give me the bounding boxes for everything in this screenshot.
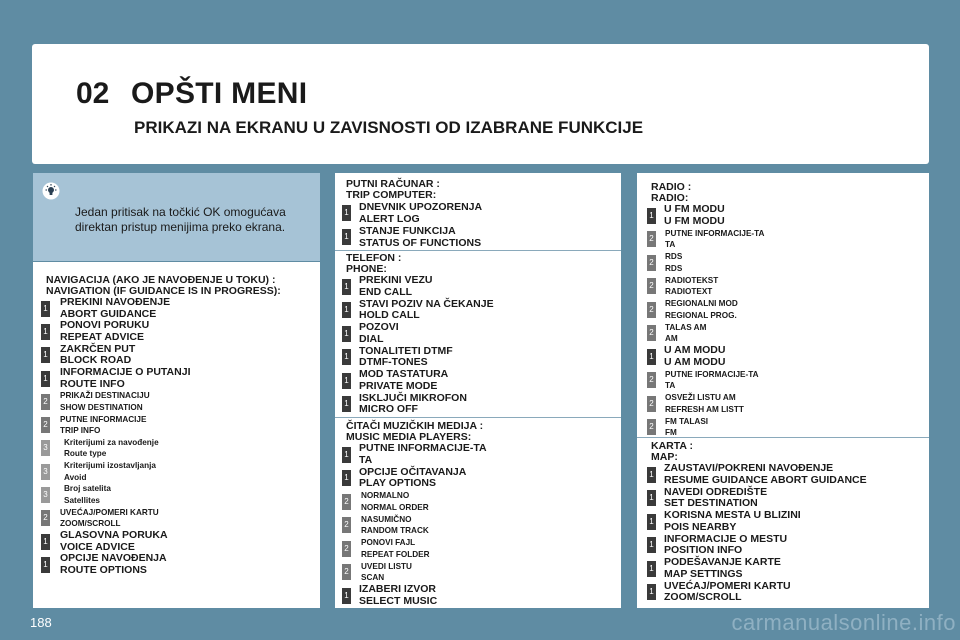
menu-item-label [664,204,725,228]
navigation-menu-item[interactable] [33,367,320,391]
navigation-menu-item[interactable] [33,390,320,414]
trip_computer-heading [346,179,440,201]
level-badge: 2 [342,541,351,557]
navigation-menu-item[interactable] [33,553,320,577]
radio-menu-item[interactable] [637,322,929,346]
menu-item-line: GLASOVNA PORUKA [60,529,168,541]
menu-item-label [60,553,167,576]
radio-menu-item[interactable] [637,204,929,228]
level-badge: 1 [41,347,50,363]
navigation-heading-line: NAVIGACIJA (AKO JE NAVOĐENJE U TOKU) : [46,274,276,286]
radio-menu-item[interactable] [637,251,929,275]
level-badge: 3 [41,464,50,480]
map-menu-item[interactable] [637,534,929,558]
menu-item-line: NAVEDI ODREDIŠTE [664,485,768,498]
menu-item-line: PUTNE INFORMACIJE [60,414,147,424]
level-badge: 1 [647,490,656,506]
menu-item-label [361,514,429,538]
music-menu-item[interactable] [335,561,621,585]
menu-item-label [359,322,399,346]
level-badge: 1 [342,373,351,389]
music-menu-item[interactable] [335,537,621,561]
navigation-menu-item[interactable] [33,507,320,531]
menu-item-line: POSITION INFO [664,544,743,557]
menu-item-line: REGIONALNI MOD [665,299,738,308]
section-divider [335,250,621,251]
menu-item-label [60,414,146,437]
navigation-menu-item[interactable] [33,344,320,368]
menu-item-line: PLAY OPTIONS [359,477,437,490]
phone-menu-item[interactable] [335,299,621,323]
radio-map-panel [637,173,929,608]
level-badge: 1 [41,371,50,387]
menu-item-line: SET DESTINATION [664,497,758,510]
navigation-heading [46,275,281,297]
tip-box [33,173,320,261]
radio-heading-line: RADIO : [651,181,692,193]
menu-item-label [60,344,135,367]
navigation-heading-line: NAVIGATION (IF GUIDANCE IS IN PROGRESS): [46,285,281,297]
trip_computer-menu-item[interactable] [335,225,621,249]
menu-item-label [361,561,412,585]
trip_computer-heading-line: PUTNI RAČUNAR : [346,178,440,190]
menu-item-line: PONOVI PORUKU [60,319,150,332]
menu-item-label [664,510,801,534]
menu-item-line: ABORT GUIDANCE [60,307,157,320]
level-badge: 1 [342,447,351,463]
menu-item-line: INFORMACIJE O MESTU [664,532,788,545]
level-badge: 2 [342,564,351,580]
level-badge: 1 [647,584,656,600]
menu-item-label [60,390,150,413]
menu-item-label [664,581,791,605]
level-badge: 2 [647,325,656,341]
menu-item-label [359,443,487,467]
menu-item-line: END CALL [359,285,413,298]
menu-item-label [664,463,867,487]
level-badge: 2 [41,417,50,433]
level-badge: 1 [342,302,351,318]
menu-item-line: TALAS AM [665,322,707,332]
menu-item-line: STANJE FUNKCIJA [359,225,456,237]
menu-item-line: ALERT LOG [359,213,420,225]
menu-item-line: TA [665,240,676,250]
menu-item-line: RESUME GUIDANCE ABORT GUIDANCE [664,473,867,486]
phone-heading [346,253,401,275]
phone-heading-line: TELEFON : [346,252,402,264]
radio-menu-item[interactable] [637,298,929,322]
music-heading [346,421,483,443]
menu-item-label [361,537,430,561]
phone-menu-item[interactable] [335,369,621,393]
menu-item-line: Kriterijumi izostavljanja [64,461,156,471]
menu-item-line: PREKINI VEZU [359,274,433,286]
level-badge: 1 [342,349,351,365]
phone-menu-item[interactable] [335,275,621,299]
menu-item-line: REPEAT ADVICE [60,330,145,343]
level-badge: 1 [647,349,656,365]
trip_computer-menu-item[interactable] [335,201,621,225]
phone-heading-line: PHONE: [346,263,387,275]
music-menu-item[interactable] [335,490,621,514]
menu-item-label [665,416,708,440]
menu-item-line: ROUTE INFO [60,377,125,390]
menu-item-line: U FM MODU [664,203,725,215]
map-heading-line: MAP: [651,451,678,463]
map-heading-line: KARTA : [651,440,693,452]
menu-item-line: TONALITETI DTMF [359,344,453,357]
menu-item-line: KORISNA MESTA U BLIZINI [664,509,801,521]
menu-item-line: REFRESH AM LISTT [665,404,744,414]
menu-item-line: NASUMIČNO [361,514,412,524]
menu-item-line: U AM MODU [664,355,726,368]
section-divider [637,437,929,438]
music-menu-item[interactable] [335,443,621,467]
menu-item-line: STATUS OF FUNCTIONS [359,237,482,249]
menu-item-line: MICRO OFF [359,403,418,416]
menu-item-line: PONOVI FAJL [361,538,416,547]
level-badge: 1 [342,396,351,412]
map-menu-item[interactable] [637,510,929,534]
menu-item-line: SHOW DESTINATION [60,402,143,412]
radio-menu-item[interactable] [637,369,929,393]
radio-heading [651,182,691,204]
music-menu-item[interactable] [335,584,621,608]
map-heading [651,441,693,463]
menu-item-line: TA [359,453,373,466]
menu-item-line: BLOCK ROAD [60,354,132,367]
menu-item-label [665,275,718,299]
menu-item-line: ZAUSTAVI/POKRENI NAVOĐENJE [664,462,834,474]
menu-item-label [64,483,111,506]
tip-text: Jedan pritisak na točkić OK omogućava direktan pristup menijima preko ekrana. [75,205,286,234]
menu-item-line: SELECT MUSIC [359,594,438,607]
menu-item-line: STAVI POZIV NA ČEKANJE [359,297,494,310]
menu-item-line: MOD TASTATURA [359,368,449,380]
menu-item-label [664,557,781,581]
menu-item-line: TA [665,381,676,391]
level-badge: 1 [647,537,656,553]
phone-menu-item[interactable] [335,393,621,417]
phone-menu-item[interactable] [335,322,621,346]
radio-menu-item[interactable] [637,345,929,369]
chapter-header [32,44,929,164]
menu-item-line: ZAKRČEN PUT [60,342,136,355]
menu-item-label [665,251,682,275]
music-menu-item[interactable] [335,467,621,491]
map-menu-item[interactable] [637,463,929,487]
menu-item-line: HOLD CALL [359,309,420,322]
menu-item-line: PUTNE IFORMACIJE-TA [665,369,759,379]
menu-item-label [359,275,433,299]
menu-item-line: Broj satelita [64,484,111,494]
level-badge: 2 [647,231,656,247]
menu-item-line: RANDOM TRACK [361,526,429,536]
map-menu-item[interactable] [637,487,929,511]
level-badge: 2 [342,517,351,533]
menu-item-label [665,322,706,346]
navigation-menu-item[interactable] [33,320,320,344]
level-badge: 3 [41,487,50,503]
menu-item-line: ISKLJUČI MIKROFON [359,391,467,404]
menu-item-line: DTMF-TONES [359,356,428,369]
navigation-menu-item[interactable] [33,530,320,554]
menu-item-line: REGIONAL PROG. [665,310,737,320]
radio-heading-line: RADIO: [651,192,689,204]
menu-item-label [665,392,744,416]
menu-item-label [359,201,482,225]
menu-item-line: RDS [665,263,683,273]
level-badge: 1 [647,467,656,483]
menu-item-line: TRIP INFO [60,426,101,436]
radio-menu-item[interactable] [637,416,929,440]
menu-item-line: U AM MODU [664,344,726,356]
level-badge: 2 [647,255,656,271]
menu-item-line: PRIKAŽI DESTINACIJU [60,391,150,401]
menu-item-line: NORMALNO [361,491,410,500]
menu-item-line: Kriterijumi za navođenje [64,437,159,447]
level-badge: 2 [647,372,656,388]
menu-item-line: Route type [64,449,107,459]
level-badge: 1 [342,326,351,342]
menu-item-line: RDS [665,252,683,261]
level-badge: 1 [647,208,656,224]
navigation-menu-item[interactable] [33,414,320,438]
menu-item-line: PUTNE INFORMACIJE-TA [665,228,765,238]
radio-menu-item[interactable] [637,275,929,299]
level-badge: 1 [342,588,351,604]
menu-item-line: FM [665,428,677,438]
level-badge: 1 [342,470,351,486]
menu-item-line: PRIVATE MODE [359,379,438,392]
level-badge: 1 [342,205,351,221]
menu-item-line: UVEĆAJ/POMERI KARTU [60,507,159,517]
menu-item-label [359,393,467,417]
lightbulb-icon [42,182,60,200]
menu-item-label [664,345,725,369]
level-badge: 1 [41,324,50,340]
menu-item-line: PODEŠAVANJE KARTE [664,556,781,568]
menu-item-line: NORMAL ORDER [361,502,429,512]
menu-item-line: POIS NEARBY [664,520,737,533]
section-divider [335,417,621,418]
radio-menu-item[interactable] [637,228,929,252]
navigation-menu-item[interactable] [33,460,320,484]
menu-item-line: MAP SETTINGS [664,567,743,580]
menu-item-line: VOICE ADVICE [60,540,135,553]
menu-item-line: Satellites [64,496,100,506]
menu-item-label [60,530,168,553]
menu-item-label [359,225,481,249]
menu-item-label [359,467,466,491]
menu-item-line: PREKINI NAVOĐENJE [60,296,171,308]
chapter-subtitle: PRIKAZI NA EKRANU U ZAVISNOSTI OD IZABRANE FUNKCIJE [134,118,644,137]
navigation-menu-item[interactable] [33,297,320,321]
menu-item-label [359,369,448,393]
menu-item-line: PUTNE INFORMACIJE-TA [359,442,487,454]
menu-item-label [359,584,437,608]
level-badge: 2 [647,396,656,412]
level-badge: 2 [41,394,50,410]
page-number: 188 [30,615,52,630]
trip_computer-heading-line: TRIP COMPUTER: [346,189,437,201]
phone-menu-item[interactable] [335,346,621,370]
media-panel [335,173,621,608]
menu-item-label [665,298,738,322]
menu-item-line: OSVEŽI LISTU AM [665,393,736,402]
menu-item-line: REPEAT FOLDER [361,549,430,559]
menu-item-line: FM TALASI [665,416,709,426]
level-badge: 1 [41,557,50,573]
map-menu-item[interactable] [637,557,929,581]
watermark: carmanualsonline.info [731,610,956,635]
menu-item-label [665,228,764,252]
level-badge: 1 [41,534,50,550]
menu-item-line: UVEĆAJ/POMERI KARTU [664,579,791,592]
menu-item-line: RADIOTEKST [665,275,719,285]
navigation-menu-item[interactable] [33,437,320,461]
navigation-menu-item[interactable] [33,483,320,507]
level-badge: 2 [342,494,351,510]
menu-item-label [60,320,149,343]
level-badge: 2 [647,278,656,294]
level-badge: 1 [342,229,351,245]
menu-item-line: ROUTE OPTIONS [60,563,147,576]
level-badge: 2 [647,302,656,318]
level-badge: 1 [647,561,656,577]
menu-item-line: DIAL [359,332,384,345]
menu-item-line: RADIOTEXT [665,287,713,297]
menu-item-label [665,369,759,393]
menu-item-line: Avoid [64,472,87,482]
level-badge: 1 [342,279,351,295]
level-badge: 3 [41,440,50,456]
map-menu-item[interactable] [637,581,929,605]
menu-item-line: OPCIJE NAVOĐENJA [60,552,167,565]
menu-item-line: ZOOM/SCROLL [664,591,742,604]
level-badge: 2 [647,419,656,435]
level-badge: 1 [647,514,656,530]
menu-item-label [359,346,453,370]
chapter-title: OPŠTI MENI [131,77,308,110]
menu-item-label [60,297,170,320]
menu-item-line: U FM MODU [664,214,725,227]
menu-item-line: ZOOM/SCROLL [60,519,121,529]
menu-item-line: UVEDI LISTU [361,561,412,571]
chapter-number: 02 [76,77,110,110]
menu-item-label [359,299,494,323]
music-heading-line: MUSIC MEDIA PLAYERS: [346,431,472,443]
menu-item-line: AM [665,334,678,344]
menu-item-line: POZOVI [359,321,399,333]
radio-menu-item[interactable] [637,392,929,416]
menu-item-label [361,490,429,514]
menu-item-label [664,487,767,511]
music-menu-item[interactable] [335,514,621,538]
level-badge: 2 [41,510,50,526]
menu-item-line: OPCIJE OČITAVANJA [359,465,467,478]
level-badge: 1 [41,301,50,317]
menu-item-label [64,460,156,483]
menu-item-label [64,437,159,460]
menu-item-label [664,534,787,558]
menu-item-line: DNEVNIK UPOZORENJA [359,201,483,213]
menu-item-label [60,507,159,530]
navigation-panel [33,262,320,608]
music-heading-line: ČITAČI MUZIČKIH MEDIJA : [346,420,484,432]
menu-item-line: IZABERI IZVOR [359,583,437,595]
menu-item-line: INFORMACIJE O PUTANJI [60,365,191,378]
menu-item-label [60,367,190,390]
menu-item-line: SCAN [361,573,385,583]
